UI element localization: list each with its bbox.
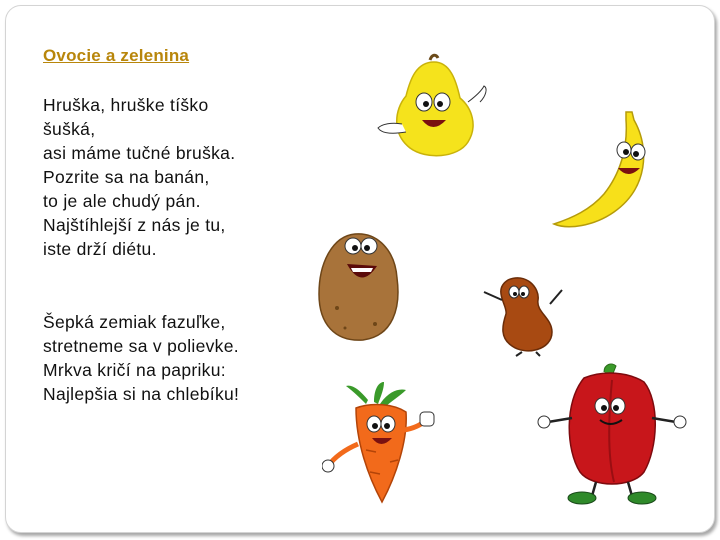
banana-icon (548, 108, 658, 233)
poem-line: Pozrite sa na banán, (43, 167, 210, 187)
poem-line: Najštíhlejší z nás je tu, (43, 215, 226, 235)
poem-stanza-1 (43, 93, 235, 261)
carrot-icon (322, 380, 442, 508)
poem-line: Šepká zemiak fazuľke, (43, 312, 226, 332)
poem-line: iste drží diétu. (43, 239, 157, 259)
poem-stanza-2 (43, 310, 239, 406)
poem-line: asi máme tučné bruška. (43, 143, 236, 163)
poem-line: Najlepšia si na chlebíku! (43, 384, 240, 404)
bean-icon (482, 270, 572, 358)
pepper-icon (532, 362, 692, 510)
pear-icon (372, 52, 492, 160)
poem-line: stretneme sa v polievke. (43, 336, 239, 356)
poem-line: Mrkva kričí na papriku: (43, 360, 226, 380)
poem-line: Hruška, hruške tíško (43, 95, 209, 115)
potato-icon (315, 228, 405, 346)
poem-line: to je ale chudý pán. (43, 191, 201, 211)
slide-title: Ovocie a zelenina (43, 46, 190, 65)
poem-line: šušká, (43, 119, 96, 139)
